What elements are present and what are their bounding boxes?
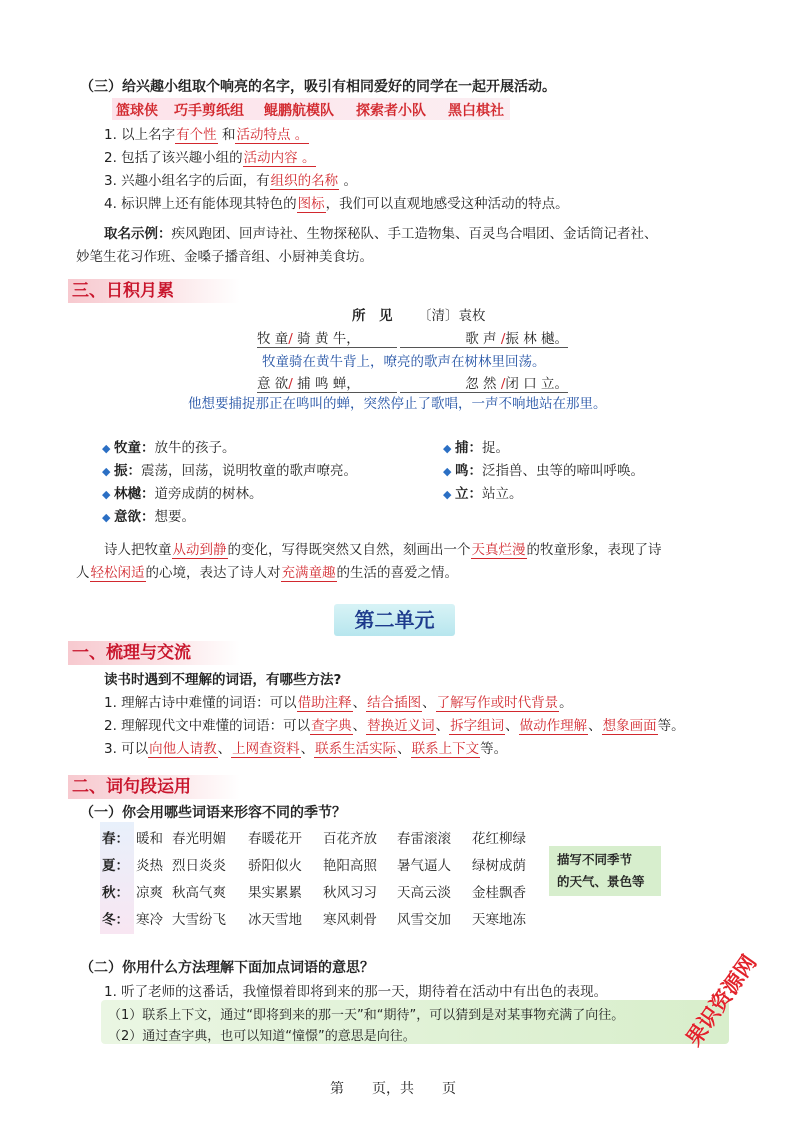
- poem-word: 歌 声: [465, 331, 501, 347]
- note-item: [443, 436, 509, 456]
- watermark: 果识资源网: [681, 950, 762, 1051]
- season-phrase: 艳阳高照: [323, 858, 377, 874]
- answer: 结合插图: [367, 695, 422, 711]
- pause-mark: /: [500, 331, 506, 347]
- season-phrase: 烈日炎炎: [172, 858, 226, 874]
- review-item-3: 3. 可以向他人请教、上网查资料、联系生活实际、联系上下文等。: [104, 741, 508, 757]
- pause-mark: /: [288, 331, 293, 347]
- season-phrase: 天高云淡: [397, 885, 451, 901]
- answer: 替换近义词: [367, 718, 435, 734]
- season-phrase: 百花齐放: [323, 831, 377, 847]
- answer: 联系上下文: [411, 741, 480, 757]
- note-term: 立：: [454, 486, 482, 502]
- answer: 从动到静: [172, 542, 227, 558]
- note-definition: 捉。: [481, 440, 509, 456]
- naming-item-3: [104, 169, 357, 189]
- season-phrase: 花红柳绿: [472, 831, 526, 847]
- group-name-5: 黑白棋社: [448, 103, 504, 119]
- diamond-bullet-icon: ◆: [443, 442, 455, 455]
- note-term: 捕：: [454, 440, 482, 456]
- section-heading-naming: （三）给兴趣小组取个响亮的名字，吸引有相同爱好的同学在一起开展活动。: [80, 79, 556, 95]
- poem-word: 意 欲: [257, 376, 289, 392]
- unit-title: 第二单元: [334, 604, 455, 636]
- answer: 联系生活实际: [315, 741, 397, 757]
- text: 等。: [480, 741, 508, 757]
- section-heading-accumulate: 三、日积月累: [68, 279, 240, 303]
- season-phrase: 春暖花开: [248, 831, 302, 847]
- season-phrase: 寒风刺骨: [323, 912, 377, 928]
- season-phrase: 绿树成荫: [472, 858, 526, 874]
- naming-item-1: [104, 123, 309, 143]
- answer: 做动作理解: [519, 718, 588, 734]
- usage-sentence-1: 1. 听了老师的这番话，我憧憬着即将到来的那一天，期待着在活动中有出色的表现。: [104, 984, 608, 1000]
- text: 1. 理解古诗中难懂的词语：可以: [104, 695, 297, 711]
- note-definition: 震荡，回荡，说明牧童的歌声嘹亮。: [140, 463, 357, 479]
- answer: 充满童趣: [281, 565, 336, 581]
- example-text: 疾风跑团、回声诗社、生物探秘队、手工造物集、百灵鸟合唱团、金话筒记者社、: [171, 226, 658, 242]
- answer: 图标: [297, 196, 325, 212]
- season-label: 秋：: [102, 885, 129, 901]
- season-phrase: 秋高气爽: [172, 885, 226, 901]
- poem-word: 闭 口 立。: [505, 376, 568, 392]
- naming-examples: [104, 222, 658, 242]
- season-phrase: 春雷滚滚: [397, 831, 451, 847]
- review-item-2: 2. 理解现代文中难懂的词语：可以查字典、替换近义词、拆字组词、做动作理解、想象画面等。: [104, 718, 685, 734]
- page-footer: 第 页，共 页: [330, 1081, 456, 1097]
- note-item: [102, 482, 262, 502]
- season-label: 夏：: [102, 858, 129, 874]
- note-item: [102, 505, 195, 525]
- note-item: [443, 482, 522, 502]
- usage-sub-heading-1: （一）你会用哪些词语来形容不同的季节？: [80, 805, 346, 821]
- note-definition: 站立。: [481, 486, 523, 502]
- poem-line-1a: [257, 327, 397, 348]
- season-phrase: 秋风习习: [323, 885, 377, 901]
- diamond-bullet-icon: ◆: [102, 465, 114, 478]
- diamond-bullet-icon: ◆: [102, 488, 114, 501]
- poem-line-2b: [400, 372, 568, 393]
- diamond-bullet-icon: ◆: [102, 511, 114, 524]
- text: ，我们可以直观地感受这种活动的特点。: [325, 196, 569, 212]
- poem-word: 振 林 樾。: [505, 331, 568, 347]
- answer-line-2: （2）通过查字典，也可以知道“憧憬”的意思是向往。: [108, 1029, 416, 1044]
- note-definition: 泛指兽、虫等的啼叫呼唤。: [481, 463, 644, 479]
- poem-word: 忽 然: [465, 376, 501, 392]
- note-term: 鸣：: [454, 463, 482, 479]
- poem-line-1b: [400, 327, 568, 348]
- pause-mark: /: [500, 376, 506, 392]
- season-label: 春：: [102, 831, 129, 847]
- text: 3. 可以: [104, 741, 149, 757]
- note-term: 林樾：: [113, 486, 155, 502]
- season-phrase: 骄阳似火: [248, 858, 302, 874]
- text: 3. 兴趣小组名字的后面，有: [104, 173, 270, 189]
- poem-title: 所 见: [352, 308, 393, 324]
- usage-sub-heading-2: （二）你用什么方法理解下面加点词语的意思？: [80, 960, 374, 976]
- text: 的变化，写得既突然又自然，刻画出一个: [227, 542, 471, 558]
- text: 2. 理解现代文中难懂的词语：可以: [104, 718, 311, 734]
- text: 诗人把牧童: [104, 542, 172, 558]
- note-term: 牧童：: [113, 440, 155, 456]
- naming-item-2: [104, 146, 316, 166]
- answer: 组织的名称: [270, 173, 339, 189]
- answer: 拆字组词: [450, 718, 505, 734]
- season-phrase: 暖和: [136, 831, 163, 847]
- poem-word: 捕 鸣 蝉，: [292, 376, 360, 392]
- answer: 查字典: [311, 718, 352, 734]
- text: 1. 以上名字: [104, 127, 176, 143]
- pause-mark: /: [288, 376, 293, 392]
- naming-examples-cont: 妙笔生花习作班、金嗓子播音组、小厨神美食坊。: [76, 249, 373, 265]
- season-phrase: 寒冷: [136, 912, 163, 928]
- note-definition: 想要。: [154, 509, 195, 525]
- answer: 轻松闲适: [90, 565, 145, 581]
- text: 。: [339, 173, 357, 189]
- poem-word: 骑 黄 牛，: [292, 331, 360, 347]
- season-phrase: 果实累累: [248, 885, 302, 901]
- note-item: [102, 436, 235, 456]
- answer: 活动特点 。: [236, 127, 309, 143]
- text: 和: [217, 127, 236, 143]
- answer: 上网查资料: [232, 741, 300, 757]
- note-definition: 道旁成荫的树林。: [154, 486, 263, 502]
- season-phrase: 春光明媚: [172, 831, 226, 847]
- group-name-1: 篮球侠: [116, 103, 158, 119]
- answer: 了解写作或时代背景: [436, 695, 559, 711]
- group-name-4: 探索者小队: [356, 103, 426, 119]
- poem-word: 牧 童: [257, 331, 289, 347]
- side-note-line: 的天气、景色等: [557, 874, 645, 889]
- answer: 向他人请教: [149, 741, 217, 757]
- season-phrase: 炎热: [136, 858, 163, 874]
- note-item: [102, 459, 357, 479]
- text: 的牧童形象，表现了诗: [526, 542, 662, 558]
- group-name-3: 鲲鹏航模队: [264, 103, 334, 119]
- text: 等。: [657, 718, 685, 734]
- note-term: 意欲：: [113, 509, 155, 525]
- note-item: [443, 459, 644, 479]
- section-heading-review: 一、梳理与交流: [68, 641, 240, 665]
- note-term: 振：: [113, 463, 141, 479]
- review-item-1: 1. 理解古诗中难懂的词语：可以借助注释、结合插图、了解写作或时代背景。: [104, 695, 573, 711]
- poem-summary-line-1: [104, 538, 662, 558]
- text: 。: [559, 695, 573, 711]
- season-label: 冬：: [102, 912, 129, 928]
- season-phrase: 暑气逼人: [397, 858, 451, 874]
- diamond-bullet-icon: ◆: [443, 465, 455, 478]
- example-label: 取名示例：: [104, 226, 172, 242]
- season-phrase: 冰天雪地: [248, 912, 302, 928]
- answer: 天真烂漫: [471, 542, 526, 558]
- diamond-bullet-icon: ◆: [443, 488, 455, 501]
- poem-translation-1: 牧童骑在黄牛背上，嘹亮的歌声在树林里回荡。: [262, 354, 546, 370]
- poem-line-2a: [257, 372, 397, 393]
- review-question: 读书时遇到不理解的词语，有哪些方法?: [104, 672, 342, 688]
- note-definition: 放牛的孩子。: [154, 440, 236, 456]
- text: 的生活的喜爱之情。: [336, 565, 458, 581]
- section-heading-usage: 二、词句段运用: [68, 775, 240, 799]
- poem-translation-2: 他想要捕捉那正在鸣叫的蝉，突然停止了歌唱，一声不响地站在那里。: [188, 396, 607, 412]
- diamond-bullet-icon: ◆: [102, 442, 114, 455]
- poem-summary-line-2: [76, 561, 458, 581]
- season-phrase: 凉爽: [136, 885, 163, 901]
- poem-author: 〔清〕袁枚: [418, 308, 486, 324]
- season-phrase: 天寒地冻: [472, 912, 526, 928]
- answer-line-1: （1）联系上下文，通过“即将到来的那一天”和“期待”，可以猜到是对某事物充满了向往。: [108, 1008, 625, 1023]
- text: 人: [76, 565, 90, 581]
- season-side-note: [549, 846, 661, 896]
- answer: 有个性: [176, 127, 217, 143]
- season-phrase: 大雪纷飞: [172, 912, 226, 928]
- season-phrase: 金桂飘香: [472, 885, 526, 901]
- answer: 借助注释: [297, 695, 352, 711]
- answer: 活动内容 。: [243, 150, 316, 166]
- season-phrase: 风雪交加: [397, 912, 451, 928]
- text: 的心境，表达了诗人对: [145, 565, 281, 581]
- side-note-line: 描写不同季节: [557, 852, 633, 867]
- text: 4. 标识牌上还有能体现其特色的: [104, 196, 297, 212]
- naming-item-4: [104, 192, 569, 212]
- text: 2. 包括了该兴趣小组的: [104, 150, 243, 166]
- answer: 想象画面: [602, 718, 657, 734]
- group-name-2: 巧手剪纸组: [174, 103, 244, 119]
